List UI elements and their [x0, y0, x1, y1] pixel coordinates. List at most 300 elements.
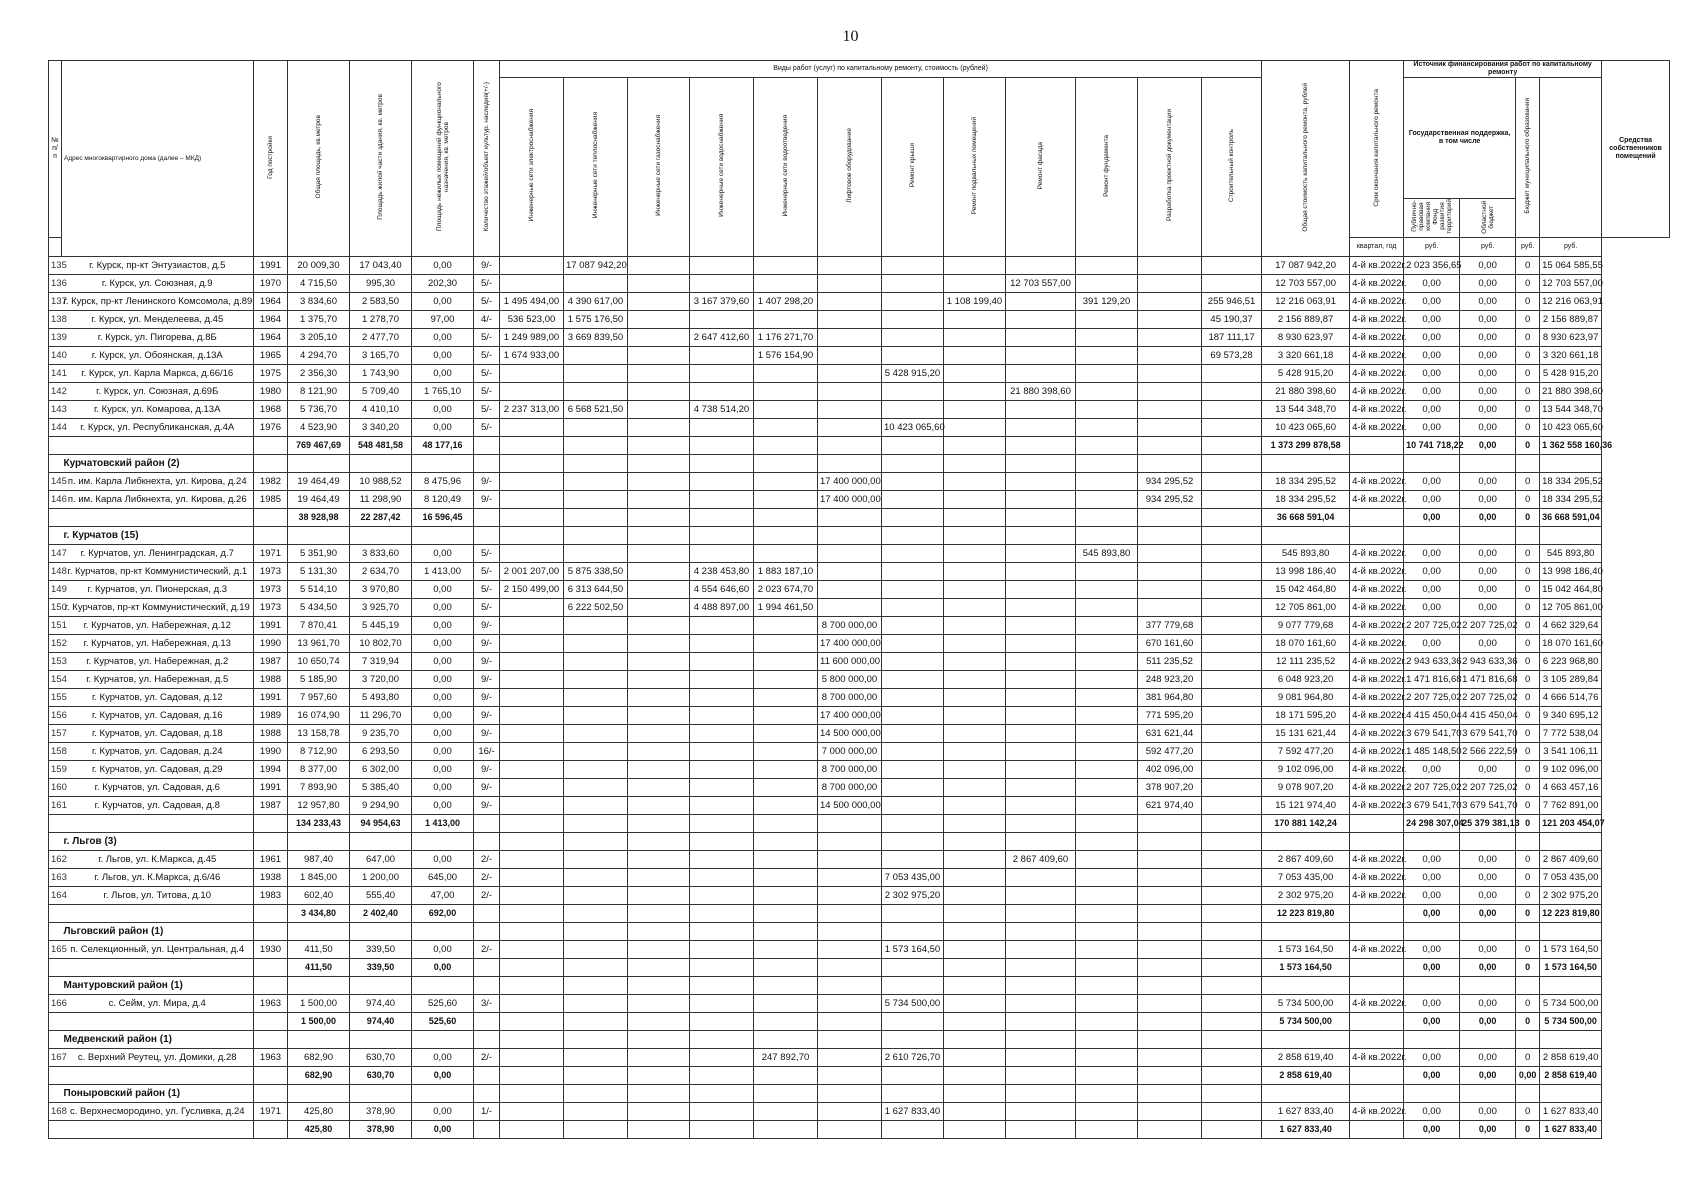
row-municipal: 0 [1516, 257, 1540, 275]
row-work-cost [564, 617, 628, 635]
subtotal-municipal: 0 [1516, 959, 1540, 977]
row-address: г. Курск, ул. Пигорева, д.8Б [62, 329, 254, 347]
row-municipal: 0 [1516, 311, 1540, 329]
row-address: г. Курск, ул. Союзная, д.9 [62, 275, 254, 293]
subtotal-label-cell [62, 437, 254, 455]
empty-cell [1138, 455, 1202, 473]
subtotal-work-cell [500, 815, 564, 833]
row-work-cost [690, 491, 754, 509]
row-nonliving-area: 0,00 [412, 671, 474, 689]
empty-cell [1076, 923, 1138, 941]
subtotal-municipal: 0 [1516, 1013, 1540, 1031]
empty-cell [1202, 833, 1262, 851]
subtotal-work-cell [564, 1067, 628, 1085]
subtotal-work-cell [500, 959, 564, 977]
row-regional: 0,00 [1460, 401, 1516, 419]
row-address: г. Льгов, ул. Титова, д.10 [62, 887, 254, 905]
empty-cell [1516, 1085, 1540, 1103]
row-year: 1971 [254, 1103, 288, 1121]
row-municipal: 0 [1516, 887, 1540, 905]
empty-cell [818, 455, 882, 473]
row-work-cost: 1 249 989,00 [500, 329, 564, 347]
header-owners: Средства собственников помещений [1602, 61, 1670, 238]
row-work-cost [628, 347, 690, 365]
table-row [49, 869, 1670, 887]
header-w-lift: Лифтовое оборудование [846, 128, 853, 203]
row-number: 137 [49, 293, 62, 311]
table-row [49, 689, 1670, 707]
row-living-area: 2 583,50 [350, 293, 412, 311]
row-total-area: 8 712,90 [288, 743, 350, 761]
row-work-cost [944, 707, 1006, 725]
row-work-cost: 2 610 726,70 [882, 1049, 944, 1067]
table-row [49, 581, 1670, 599]
subtotal-work-cell [1202, 1121, 1262, 1139]
row-work-cost [564, 653, 628, 671]
row-work-cost [564, 473, 628, 491]
subtotal-work-cell [754, 905, 818, 923]
row-work-cost: 6 313 644,50 [564, 581, 628, 599]
row-regional: 0,00 [1460, 851, 1516, 869]
subtotal-work-cell [564, 1121, 628, 1139]
row-regional: 0,00 [1460, 257, 1516, 275]
subtotal-total-cost: 12 223 819,80 [1262, 905, 1350, 923]
row-municipal: 0 [1516, 869, 1540, 887]
row-work-cost: 934 295,52 [1138, 491, 1202, 509]
row-work-cost [1006, 617, 1076, 635]
subtotal-fund: 0,00 [1404, 959, 1460, 977]
subtotal-num-cell [49, 509, 62, 527]
row-total-area: 3 834,60 [288, 293, 350, 311]
row-owners: 7 772 538,04 [1540, 725, 1602, 743]
row-work-cost [1006, 653, 1076, 671]
row-work-cost: 8 700 000,00 [818, 779, 882, 797]
table-row [49, 293, 1670, 311]
empty-cell [1540, 455, 1602, 473]
row-number: 160 [49, 779, 62, 797]
empty-cell [412, 833, 474, 851]
row-fund: 0,00 [1404, 293, 1460, 311]
header-w-sewer: Инженерные сети водоотведения [782, 114, 789, 217]
row-work-cost [944, 347, 1006, 365]
subtotal-year-cell [254, 959, 288, 977]
row-living-area: 2 634,70 [350, 563, 412, 581]
row-work-cost [690, 635, 754, 653]
subtotal-work-cell [1006, 509, 1076, 527]
subtotal-work-cell [564, 1013, 628, 1031]
row-work-cost [628, 293, 690, 311]
row-nonliving-area: 97,00 [412, 311, 474, 329]
subtotal-work-cell [882, 815, 944, 833]
row-work-cost [1006, 743, 1076, 761]
subtotal-work-cell [754, 1121, 818, 1139]
row-address: с. Верхний Реутец, ул. Домики, д.28 [62, 1049, 254, 1067]
row-total-cost: 18 334 295,52 [1262, 473, 1350, 491]
row-work-cost [944, 545, 1006, 563]
row-municipal: 0 [1516, 707, 1540, 725]
row-work-cost [1076, 617, 1138, 635]
row-work-cost: 69 573,28 [1202, 347, 1262, 365]
row-municipal: 0 [1516, 401, 1540, 419]
row-work-cost [564, 545, 628, 563]
row-regional: 2 943 633,36 [1460, 653, 1516, 671]
subtotal-work-cell [1138, 905, 1202, 923]
subtotal-term-cell [1350, 815, 1404, 833]
row-work-cost [1076, 995, 1138, 1013]
empty-cell [350, 527, 412, 545]
row-work-cost [564, 851, 628, 869]
row-work-cost [564, 1103, 628, 1121]
row-work-cost [1006, 347, 1076, 365]
empty-cell [628, 527, 690, 545]
row-regional: 0,00 [1460, 1049, 1516, 1067]
row-work-cost [1202, 869, 1262, 887]
row-work-cost [754, 383, 818, 401]
row-total-cost: 13 544 348,70 [1262, 401, 1350, 419]
row-fund: 0,00 [1404, 1049, 1460, 1067]
row-work-cost [944, 617, 1006, 635]
subtotal-fund: 24 298 307,04 [1404, 815, 1460, 833]
row-nonliving-area: 0,00 [412, 635, 474, 653]
row-owners: 13 998 186,40 [1540, 563, 1602, 581]
row-work-cost [1138, 581, 1202, 599]
row-work-cost [1006, 365, 1076, 383]
row-fund: 2 943 633,36 [1404, 653, 1460, 671]
subtotal-nonliving-area: 0,00 [412, 1121, 474, 1139]
empty-cell [628, 977, 690, 995]
row-work-cost: 14 500 000,00 [818, 725, 882, 743]
empty-cell [288, 527, 350, 545]
empty-cell [1540, 977, 1602, 995]
subtotal-work-cell [500, 1121, 564, 1139]
row-nonliving-area: 0,00 [412, 293, 474, 311]
subtotal-work-cell [1138, 959, 1202, 977]
table-row [49, 995, 1670, 1013]
row-work-cost [564, 491, 628, 509]
row-address: с. Верхнесмородино, ул. Гусливка, д.24 [62, 1103, 254, 1121]
empty-cell [690, 833, 754, 851]
subtotal-floors-cell [474, 1067, 500, 1085]
row-work-cost: 7 000 000,00 [818, 743, 882, 761]
subtotal-year-cell [254, 509, 288, 527]
row-work-cost [754, 311, 818, 329]
empty-cell [882, 923, 944, 941]
district-num-cell [49, 527, 62, 545]
row-term: 4-й кв.2022г. [1350, 707, 1404, 725]
row-nonliving-area: 47,00 [412, 887, 474, 905]
row-nonliving-area: 0,00 [412, 401, 474, 419]
row-work-cost [1076, 851, 1138, 869]
empty-cell [882, 1085, 944, 1103]
table-row [49, 599, 1670, 617]
row-work-cost [690, 653, 754, 671]
subtotal-work-cell [818, 1121, 882, 1139]
subtotal-label-cell [62, 1067, 254, 1085]
row-term: 4-й кв.2022г. [1350, 473, 1404, 491]
empty-cell [1350, 455, 1404, 473]
row-work-cost [1138, 293, 1202, 311]
subtotal-living-area: 548 481,58 [350, 437, 412, 455]
row-nonliving-area: 0,00 [412, 761, 474, 779]
row-work-cost [628, 761, 690, 779]
row-work-cost [1202, 707, 1262, 725]
row-nonliving-area: 8 475,96 [412, 473, 474, 491]
empty-cell [1516, 923, 1540, 941]
empty-cell [1262, 923, 1350, 941]
empty-cell [1350, 1031, 1404, 1049]
empty-cell [1540, 923, 1602, 941]
empty-cell [818, 527, 882, 545]
row-work-cost [1006, 1049, 1076, 1067]
row-regional: 0,00 [1460, 293, 1516, 311]
subtotal-regional: 0,00 [1460, 437, 1516, 455]
register-table-wrapper [48, 60, 1670, 1134]
row-work-cost [754, 365, 818, 383]
row-municipal: 0 [1516, 365, 1540, 383]
row-total-cost: 545 893,80 [1262, 545, 1350, 563]
row-work-cost [1076, 275, 1138, 293]
empty-cell [1404, 527, 1460, 545]
row-total-area: 1 375,70 [288, 311, 350, 329]
row-work-cost [1006, 941, 1076, 959]
row-work-cost: 391 129,20 [1076, 293, 1138, 311]
row-fund: 4 415 450,04 [1404, 707, 1460, 725]
table-row [49, 725, 1670, 743]
row-address: г. Курчатов, ул. Ленинградская, д.7 [62, 545, 254, 563]
row-work-cost: 5 734 500,00 [882, 995, 944, 1013]
row-work-cost [1006, 491, 1076, 509]
row-work-cost [628, 671, 690, 689]
row-total-cost: 15 042 464,80 [1262, 581, 1350, 599]
row-work-cost: 10 423 065,60 [882, 419, 944, 437]
row-total-cost: 9 077 779,68 [1262, 617, 1350, 635]
empty-cell [1460, 977, 1516, 995]
row-work-cost [564, 365, 628, 383]
row-work-cost [564, 743, 628, 761]
row-total-area: 13 961,70 [288, 635, 350, 653]
row-work-cost [944, 491, 1006, 509]
row-work-cost: 1 883 187,10 [754, 563, 818, 581]
row-work-cost [690, 743, 754, 761]
header-w-roof: Ремонт крыши [909, 143, 916, 188]
row-total-cost: 10 423 065,60 [1262, 419, 1350, 437]
row-living-area: 2 477,70 [350, 329, 412, 347]
subtotal-regional: 0,00 [1460, 509, 1516, 527]
row-work-cost [944, 869, 1006, 887]
row-year: 1973 [254, 563, 288, 581]
row-work-cost [1202, 275, 1262, 293]
row-number: 149 [49, 581, 62, 599]
row-work-cost [944, 311, 1006, 329]
row-work-cost [882, 725, 944, 743]
row-number: 152 [49, 635, 62, 653]
subtotal-regional: 0,00 [1460, 1013, 1516, 1031]
row-total-area: 2 356,30 [288, 365, 350, 383]
row-municipal: 0 [1516, 491, 1540, 509]
subtotal-owners: 1 573 164,50 [1540, 959, 1602, 977]
row-floors: 4/- [474, 311, 500, 329]
row-work-cost [690, 347, 754, 365]
row-work-cost: 17 400 000,00 [818, 473, 882, 491]
row-work-cost [564, 779, 628, 797]
row-work-cost [564, 941, 628, 959]
subtotal-nonliving-area: 0,00 [412, 959, 474, 977]
row-address: г. Курчатов, ул. Садовая, д.16 [62, 707, 254, 725]
row-total-cost: 2 156 889,87 [1262, 311, 1350, 329]
subtotal-row [49, 1013, 1670, 1031]
row-fund: 3 679 541,70 [1404, 797, 1460, 815]
row-work-cost [628, 275, 690, 293]
subtotal-work-cell [1006, 815, 1076, 833]
row-living-area: 11 298,90 [350, 491, 412, 509]
empty-cell [754, 977, 818, 995]
subtotal-work-cell [690, 905, 754, 923]
row-total-area: 7 957,60 [288, 689, 350, 707]
row-year: 1963 [254, 1049, 288, 1067]
subtotal-work-cell [500, 509, 564, 527]
header-w-heat: Инженерные сети теплоснабжения [592, 112, 599, 219]
subtotal-work-cell [754, 959, 818, 977]
district-name: г. Курчатов (15) [62, 527, 254, 545]
subtotal-num-cell [49, 1067, 62, 1085]
row-work-cost [1202, 401, 1262, 419]
empty-cell [754, 1031, 818, 1049]
subtotal-work-cell [564, 905, 628, 923]
row-number: 163 [49, 869, 62, 887]
row-fund: 0,00 [1404, 581, 1460, 599]
table-row [49, 491, 1670, 509]
row-number: 139 [49, 329, 62, 347]
row-fund: 0,00 [1404, 545, 1460, 563]
district-row [49, 923, 1670, 941]
row-work-cost [628, 581, 690, 599]
subtotal-year-cell [254, 1067, 288, 1085]
row-term: 4-й кв.2022г. [1350, 941, 1404, 959]
row-municipal: 0 [1516, 599, 1540, 617]
row-total-cost: 15 121 974,40 [1262, 797, 1350, 815]
row-work-cost [500, 257, 564, 275]
subtotal-work-cell [944, 1121, 1006, 1139]
subtotal-work-cell [818, 509, 882, 527]
subtotal-work-cell [1202, 1067, 1262, 1085]
row-owners: 5 428 915,20 [1540, 365, 1602, 383]
empty-cell [1262, 455, 1350, 473]
district-row [49, 1031, 1670, 1049]
row-work-cost [754, 671, 818, 689]
row-work-cost [754, 653, 818, 671]
header-works-group: Виды работ (услуг) по капитальному ремонту, стоимость (рублей) [500, 61, 1262, 78]
empty-cell [1460, 1031, 1516, 1049]
row-fund: 0,00 [1404, 851, 1460, 869]
district-num-cell [49, 1085, 62, 1103]
empty-cell [350, 833, 412, 851]
row-floors: 9/- [474, 653, 500, 671]
subtotal-term-cell [1350, 437, 1404, 455]
row-work-cost [882, 599, 944, 617]
row-work-cost [944, 1103, 1006, 1121]
subtotal-total-area: 411,50 [288, 959, 350, 977]
subtotal-term-cell [1350, 1121, 1404, 1139]
row-work-cost [818, 563, 882, 581]
row-work-cost: 1 407 298,20 [754, 293, 818, 311]
row-year: 1982 [254, 473, 288, 491]
subtotal-work-cell [690, 509, 754, 527]
row-term: 4-й кв.2022г. [1350, 1103, 1404, 1121]
empty-cell [818, 1031, 882, 1049]
row-living-area: 974,40 [350, 995, 412, 1013]
row-owners: 12 705 861,00 [1540, 599, 1602, 617]
row-work-cost [818, 599, 882, 617]
table-row [49, 743, 1670, 761]
subtotal-total-cost: 5 734 500,00 [1262, 1013, 1350, 1031]
header-total-area: Общая площадь, кв.метров [315, 115, 322, 199]
subtotal-work-cell [944, 509, 1006, 527]
row-work-cost: 248 923,20 [1138, 671, 1202, 689]
row-work-cost [754, 707, 818, 725]
row-nonliving-area: 0,00 [412, 779, 474, 797]
row-address: г. Курчатов, ул. Набережная, д.5 [62, 671, 254, 689]
empty-cell [1460, 455, 1516, 473]
row-floors: 16/- [474, 743, 500, 761]
row-work-cost: 187 111,17 [1202, 329, 1262, 347]
row-work-cost: 8 700 000,00 [818, 761, 882, 779]
row-work-cost [564, 869, 628, 887]
empty-cell [564, 923, 628, 941]
row-work-cost [1202, 1049, 1262, 1067]
row-owners: 12 216 063,91 [1540, 293, 1602, 311]
row-work-cost [882, 329, 944, 347]
row-work-cost: 2 237 313,00 [500, 401, 564, 419]
empty-cell [1516, 1031, 1540, 1049]
row-work-cost [500, 383, 564, 401]
row-fund: 1 485 148,50 [1404, 743, 1460, 761]
empty-cell [564, 527, 628, 545]
row-work-cost: 2 302 975,20 [882, 887, 944, 905]
row-work-cost [1076, 311, 1138, 329]
row-work-cost [1138, 257, 1202, 275]
row-floors: 5/- [474, 599, 500, 617]
header-term-unit: квартал, год [1350, 238, 1404, 257]
row-work-cost [628, 545, 690, 563]
row-work-cost [882, 617, 944, 635]
row-work-cost: 2 150 499,00 [500, 581, 564, 599]
row-work-cost [1076, 581, 1138, 599]
subtotal-work-cell [882, 1121, 944, 1139]
row-work-cost [944, 257, 1006, 275]
header-year: Год постройки [267, 135, 274, 179]
row-work-cost: 17 400 000,00 [818, 635, 882, 653]
row-work-cost [882, 401, 944, 419]
empty-cell [288, 455, 350, 473]
row-fund: 0,00 [1404, 635, 1460, 653]
subtotal-total-cost: 170 881 142,24 [1262, 815, 1350, 833]
empty-cell [350, 455, 412, 473]
row-work-cost [1076, 689, 1138, 707]
row-fund: 2 207 725,02 [1404, 779, 1460, 797]
subtotal-work-cell [818, 815, 882, 833]
row-work-cost [1006, 689, 1076, 707]
header-term: Срок окончания капитального ремонта [1373, 88, 1381, 207]
row-number: 140 [49, 347, 62, 365]
subtotal-work-cell [944, 1013, 1006, 1031]
row-regional: 0,00 [1460, 383, 1516, 401]
row-number: 151 [49, 617, 62, 635]
row-total-cost: 5 428 915,20 [1262, 365, 1350, 383]
header-w-control: Строительный контроль [1228, 128, 1236, 203]
row-work-cost [690, 275, 754, 293]
row-total-cost: 7 053 435,00 [1262, 869, 1350, 887]
row-total-area: 20 009,30 [288, 257, 350, 275]
